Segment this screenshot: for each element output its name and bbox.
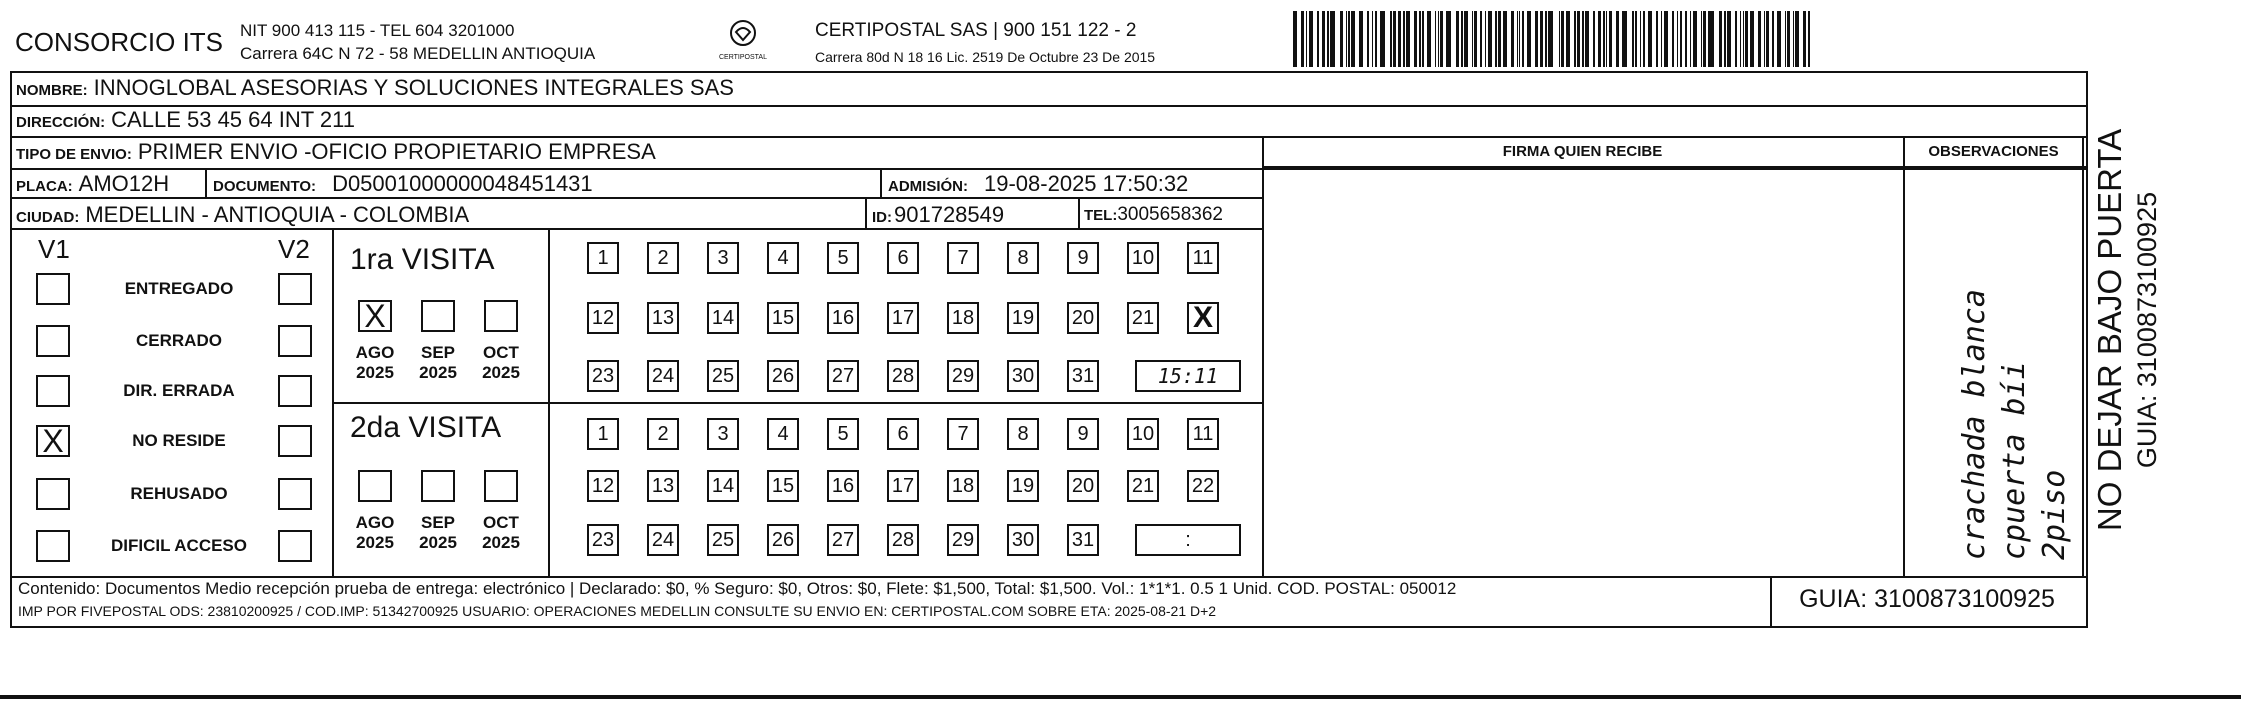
barcode-bar: [1685, 11, 1688, 67]
barcode-bar: [1609, 11, 1613, 67]
day-box[interactable]: 9: [1067, 418, 1099, 450]
barcode-bar: [1585, 11, 1589, 67]
day-box[interactable]: 19: [1007, 470, 1039, 502]
barcode-bar: [1648, 11, 1652, 67]
tel-value: 3005658362: [1117, 204, 1223, 225]
barcode-bar: [1808, 11, 1809, 67]
barcode-bar: [1735, 11, 1738, 67]
time-field[interactable]: :: [1135, 524, 1241, 556]
day-box[interactable]: 23: [587, 360, 619, 392]
month-label: SEP 2025: [419, 343, 457, 382]
barcode-bar: [1708, 11, 1713, 67]
barcode-bar: [1701, 11, 1702, 67]
day-box[interactable]: 1: [587, 242, 619, 274]
barcode-bar: [1664, 11, 1668, 67]
barcode-bar: [1724, 11, 1725, 67]
ciudad-value: MEDELLIN - ANTIOQUIA - COLOMBIA: [85, 202, 470, 227]
barcode-bar: [1456, 11, 1459, 67]
barcode-bar: [1480, 11, 1483, 67]
barcode-bar: [1743, 11, 1744, 67]
tel-label: TEL:: [1084, 207, 1118, 224]
tipo-value: PRIMER ENVIO -OFICIO PROPIETARIO EMPRESA: [137, 139, 656, 164]
barcode-bar: [1719, 11, 1722, 67]
placa-row: [16, 171, 169, 197]
barcode-bar: [1495, 11, 1496, 67]
admision-value: 19-08-2025 17:50:32: [984, 171, 1189, 196]
firma-label: FIRMA QUIEN RECIBE: [1502, 143, 1663, 160]
id-value: 901728549: [894, 202, 1005, 227]
day-box[interactable]: 1: [587, 418, 619, 450]
day-box[interactable]: 15: [767, 470, 799, 502]
observaciones-label: OBSERVACIONES: [1928, 143, 2059, 160]
month-label: SEP 2025: [419, 513, 457, 552]
barcode-bar: [1301, 11, 1304, 67]
day-box[interactable]: 3: [707, 418, 739, 450]
documento-row: [213, 171, 593, 197]
barcode-bar: [1330, 11, 1335, 67]
id-row: [872, 202, 1004, 228]
observation-line-1: crachada blanca: [1957, 289, 1992, 560]
documento-label: DOCUMENTO:: [213, 178, 317, 195]
direccion-label: DIRECCIÓN:: [16, 114, 106, 131]
barcode-bar: [1593, 11, 1596, 67]
day-box[interactable]: 18: [947, 470, 979, 502]
day-box[interactable]: 3: [707, 242, 739, 274]
day-box[interactable]: 28: [887, 524, 919, 556]
barcode-bar: [1803, 11, 1806, 67]
observations-area: [1905, 170, 2082, 575]
day-box[interactable]: 13: [647, 302, 679, 334]
barcode-bar: [1346, 11, 1347, 67]
barcode-bar: [1787, 11, 1790, 67]
barcode-bar: [1677, 11, 1678, 67]
day-box[interactable]: 10: [1127, 418, 1159, 450]
month-label: AGO 2025: [355, 513, 395, 552]
barcode-bar: [1582, 11, 1583, 67]
barcode-bar: [1367, 11, 1370, 67]
v2-checkbox[interactable]: [278, 530, 312, 562]
day-box[interactable]: 12: [587, 302, 619, 334]
v1-label: V1: [38, 234, 70, 264]
barcode-bar: [1309, 11, 1313, 67]
barcode-bar: [1474, 11, 1477, 67]
month-label: OCT 2025: [482, 343, 520, 382]
day-box[interactable]: 31: [1067, 524, 1099, 556]
barcode-bar: [1764, 11, 1765, 67]
month-checkbox[interactable]: [421, 470, 455, 502]
barcode-bar: [1693, 11, 1697, 67]
day-box[interactable]: 19: [1007, 302, 1039, 334]
day-box[interactable]: 8: [1007, 418, 1039, 450]
tipo-row: [16, 139, 656, 165]
nombre-row: [16, 75, 734, 101]
ciudad-row: [16, 202, 469, 228]
barcode-bar: [1690, 11, 1691, 67]
v2-checkbox[interactable]: [278, 375, 312, 407]
first-visit-title: 1ra VISITA: [350, 243, 495, 276]
day-box[interactable]: 31: [1067, 360, 1099, 392]
barcode-bar: [1375, 11, 1378, 67]
day-box[interactable]: 22: [1187, 470, 1219, 502]
v1-checkbox[interactable]: [36, 325, 70, 357]
status-label: NO RESIDE: [132, 431, 226, 450]
day-box[interactable]: 13: [647, 470, 679, 502]
barcode-bar: [1740, 11, 1741, 67]
barcode-bar: [1745, 11, 1748, 67]
barcode-bar: [1548, 11, 1553, 67]
barcode-bar: [1406, 11, 1410, 67]
company-name: CONSORCIO ITS: [15, 27, 224, 57]
day-box[interactable]: 12: [587, 470, 619, 502]
barcode-bar: [1777, 11, 1781, 67]
barcode-bar: [1372, 11, 1373, 67]
id-label: ID:: [872, 209, 892, 226]
barcode-bar: [1519, 11, 1520, 67]
second-visit-title: 2da VISITA: [350, 411, 502, 444]
barcode-bar: [1322, 11, 1325, 67]
month-checkbox[interactable]: [484, 300, 518, 332]
status-label: CERRADO: [136, 331, 222, 350]
month-label: AGO 2025: [355, 343, 395, 382]
day-box[interactable]: 2: [647, 242, 679, 274]
barcode-bar: [1766, 11, 1769, 67]
footer-line-1: Contenido: Documentos Medio recepción prueba de entrega: electrónico | Declarado: $0, % Seguro: $0, Otros: $0, Flete: $1,500, Total: $1,500. Vol.: 1*1*1. 0.5 1 Unid. COD. POSTAL: 050012: [18, 579, 1457, 598]
barcode-bar: [1632, 11, 1633, 67]
observation-line-2: cpuerta bíi: [1997, 361, 2032, 560]
barcode-bar: [1488, 11, 1492, 67]
barcode-bar: [1566, 11, 1570, 67]
day-box[interactable]: 15: [767, 302, 799, 334]
side-panel: [2090, 110, 2180, 550]
day-box[interactable]: 4: [767, 242, 799, 274]
v1-checkbox[interactable]: [36, 273, 70, 305]
barcode-bar: [1359, 11, 1363, 67]
barcode-bar: [1561, 11, 1564, 67]
barcode-bar: [1680, 11, 1683, 67]
status-label: REHUSADO: [130, 484, 228, 503]
day-box[interactable]: 6: [887, 418, 919, 450]
footer-line-2: IMP POR FIVEPOSTAL ODS: 23810200925 / COD.IMP: 51342700925 USUARIO: OPERACIONES MEDELLIN CONSULTE SU ENVIO EN: CERTIPOSTAL.COM SOBRE ETA: 2025-08-21 D+2: [18, 603, 1217, 619]
barcode-bar: [1545, 11, 1546, 67]
month-checkbox[interactable]: [484, 470, 518, 502]
day-box[interactable]: 8: [1007, 242, 1039, 274]
barcode-bar: [1351, 11, 1355, 67]
day-box[interactable]: 17: [887, 302, 919, 334]
v2-label: V2: [278, 234, 310, 264]
barcode-bar: [1598, 11, 1601, 67]
barcode-bar: [1535, 11, 1538, 67]
barcode-bar: [1348, 11, 1349, 67]
tel-row: [1084, 204, 1223, 226]
barcode-bar: [1559, 11, 1560, 67]
day-box[interactable]: X: [1187, 302, 1219, 334]
barcode-bar: [1503, 11, 1507, 67]
barcode-bar: [1574, 11, 1575, 67]
admision-row: [888, 171, 1188, 197]
barcode-bar: [1616, 11, 1619, 67]
certipostal-logo: [708, 18, 778, 61]
barcode-bar: [1435, 11, 1436, 67]
barcode-bar: [1522, 11, 1525, 67]
barcode-bar: [1643, 11, 1646, 67]
month-checkbox[interactable]: X: [358, 300, 392, 332]
status-label: ENTREGADO: [124, 279, 234, 298]
v2-checkbox[interactable]: [278, 325, 312, 357]
barcode-bar: [1461, 11, 1462, 67]
status-label: DIFICIL ACCESO: [110, 536, 247, 555]
barcode-bar: [1758, 11, 1761, 67]
barcode-bar: [1672, 11, 1675, 67]
month-checkbox[interactable]: [421, 300, 455, 332]
side-guia: GUIA: 3100873100925: [2132, 191, 2162, 469]
month-checkbox[interactable]: [358, 470, 392, 502]
barcode-bar: [1498, 11, 1501, 67]
barcode-bar: [1317, 11, 1320, 67]
barcode-bar: [1390, 11, 1391, 67]
barcode-bar: [1793, 11, 1794, 67]
day-box[interactable]: 14: [707, 470, 739, 502]
day-box[interactable]: 5: [827, 242, 859, 274]
v2-checkbox[interactable]: [278, 273, 312, 305]
day-box[interactable]: 30: [1007, 524, 1039, 556]
barcode-bar: [1464, 11, 1468, 67]
day-box[interactable]: 25: [707, 524, 739, 556]
day-box[interactable]: 17: [887, 470, 919, 502]
v2-checkbox[interactable]: [278, 478, 312, 510]
day-box[interactable]: 7: [947, 418, 979, 450]
day-box[interactable]: 30: [1007, 360, 1039, 392]
barcode-bar: [1785, 11, 1786, 67]
v2-checkbox[interactable]: [278, 425, 312, 457]
ciudad-label: CIUDAD:: [16, 209, 80, 226]
barcode-bar: [1606, 11, 1607, 67]
day-box[interactable]: 21: [1127, 470, 1159, 502]
day-box[interactable]: 2: [647, 418, 679, 450]
barcode-bar: [1727, 11, 1731, 67]
observation-line-3: 2piso: [2037, 469, 2072, 560]
day-box[interactable]: 24: [647, 360, 679, 392]
footer-guia: GUIA: 3100873100925: [1799, 585, 2055, 613]
admision-label: ADMISIÓN:: [888, 178, 968, 195]
company-nit: NIT 900 413 115 - TEL 604 3201000: [240, 21, 515, 40]
day-box[interactable]: 20: [1067, 470, 1099, 502]
day-box[interactable]: 25: [707, 360, 739, 392]
barcode: [1293, 11, 1813, 67]
v1-checkbox[interactable]: [36, 375, 70, 407]
day-box[interactable]: 11: [1187, 418, 1219, 450]
barcode-bar: [1656, 11, 1659, 67]
company-address: Carrera 64C N 72 - 58 MEDELLIN ANTIOQUIA: [240, 44, 596, 63]
logo-emblem-icon: [728, 18, 758, 48]
status-label: DIR. ERRADA: [123, 381, 235, 400]
barcode-bar: [1414, 11, 1417, 67]
direccion-value: CALLE 53 45 64 INT 211: [111, 107, 355, 132]
side-warning: NO DEJAR BAJO PUERTA: [2091, 128, 2128, 532]
day-box[interactable]: 29: [947, 524, 979, 556]
barcode-bar: [1403, 11, 1404, 67]
day-box[interactable]: 24: [647, 524, 679, 556]
placa-value: AMO12H: [78, 171, 170, 196]
day-box[interactable]: 27: [827, 360, 859, 392]
day-box[interactable]: 18: [947, 302, 979, 334]
barcode-bar: [1577, 11, 1580, 67]
barcode-bar: [1438, 11, 1439, 67]
direccion-row: [16, 107, 355, 133]
nombre-value: INNOGLOBAL ASESORIAS Y SOLUCIONES INTEGRALES SAS: [93, 75, 734, 100]
barcode-bar: [1635, 11, 1638, 67]
barcode-bar: [1306, 11, 1307, 67]
day-box[interactable]: 26: [767, 360, 799, 392]
time-field[interactable]: 15:11: [1135, 360, 1241, 392]
barcode-bar: [1427, 11, 1431, 67]
day-box[interactable]: 5: [827, 418, 859, 450]
placa-label: PLACA:: [16, 178, 73, 195]
day-box[interactable]: 28: [887, 360, 919, 392]
day-box[interactable]: 10: [1127, 242, 1159, 274]
month-label: OCT 2025: [482, 513, 520, 552]
day-box[interactable]: 23: [587, 524, 619, 556]
day-box[interactable]: 29: [947, 360, 979, 392]
barcode-bar: [1327, 11, 1328, 67]
barcode-bar: [1703, 11, 1706, 67]
v1-checkbox[interactable]: [36, 530, 70, 562]
day-box[interactable]: 14: [707, 302, 739, 334]
barcode-bar: [1446, 11, 1451, 67]
day-box[interactable]: 7: [947, 242, 979, 274]
barcode-bar: [1422, 11, 1425, 67]
carrier-name: CERTIPOSTAL SAS | 900 151 122 - 2: [815, 20, 1137, 41]
barcode-bar: [1622, 11, 1627, 67]
day-box[interactable]: 21: [1127, 302, 1159, 334]
barcode-bar: [1603, 11, 1604, 67]
barcode-bar: [1380, 11, 1385, 67]
day-box[interactable]: 4: [767, 418, 799, 450]
logo-caption: CERTIPOSTAL: [719, 54, 767, 61]
barcode-bar: [1472, 11, 1473, 67]
barcode-bar: [1772, 11, 1775, 67]
barcode-bar: [1340, 11, 1343, 67]
barcode-bar: [1661, 11, 1662, 67]
barcode-bar: [1517, 11, 1518, 67]
barcode-bar: [1293, 11, 1297, 67]
barcode-bar: [1795, 11, 1799, 67]
v1-checkbox[interactable]: [36, 478, 70, 510]
barcode-bar: [1485, 11, 1486, 67]
day-box[interactable]: 26: [767, 524, 799, 556]
day-box[interactable]: 16: [827, 302, 859, 334]
day-box[interactable]: 6: [887, 242, 919, 274]
barcode-bar: [1540, 11, 1543, 67]
barcode-bar: [1527, 11, 1531, 67]
day-box[interactable]: 11: [1187, 242, 1219, 274]
nombre-label: NOMBRE:: [16, 82, 88, 99]
day-box[interactable]: 20: [1067, 302, 1099, 334]
barcode-bar: [1393, 11, 1396, 67]
barcode-bar: [1440, 11, 1443, 67]
barcode-bar: [1511, 11, 1514, 67]
barcode-bar: [1398, 11, 1401, 67]
day-box[interactable]: 9: [1067, 242, 1099, 274]
tipo-label: TIPO DE ENVIO:: [16, 146, 132, 163]
documento-value: D05001000000048451431: [332, 171, 593, 196]
v1-checkbox[interactable]: X: [36, 425, 70, 457]
barcode-bar: [1750, 11, 1754, 67]
day-box[interactable]: 16: [827, 470, 859, 502]
carrier-address: Carrera 80d N 18 16 Lic. 2519 De Octubre 23 De 2015: [815, 49, 1156, 65]
barcode-bar: [1640, 11, 1641, 67]
barcode-bar: [1419, 11, 1420, 67]
day-box[interactable]: 27: [827, 524, 859, 556]
